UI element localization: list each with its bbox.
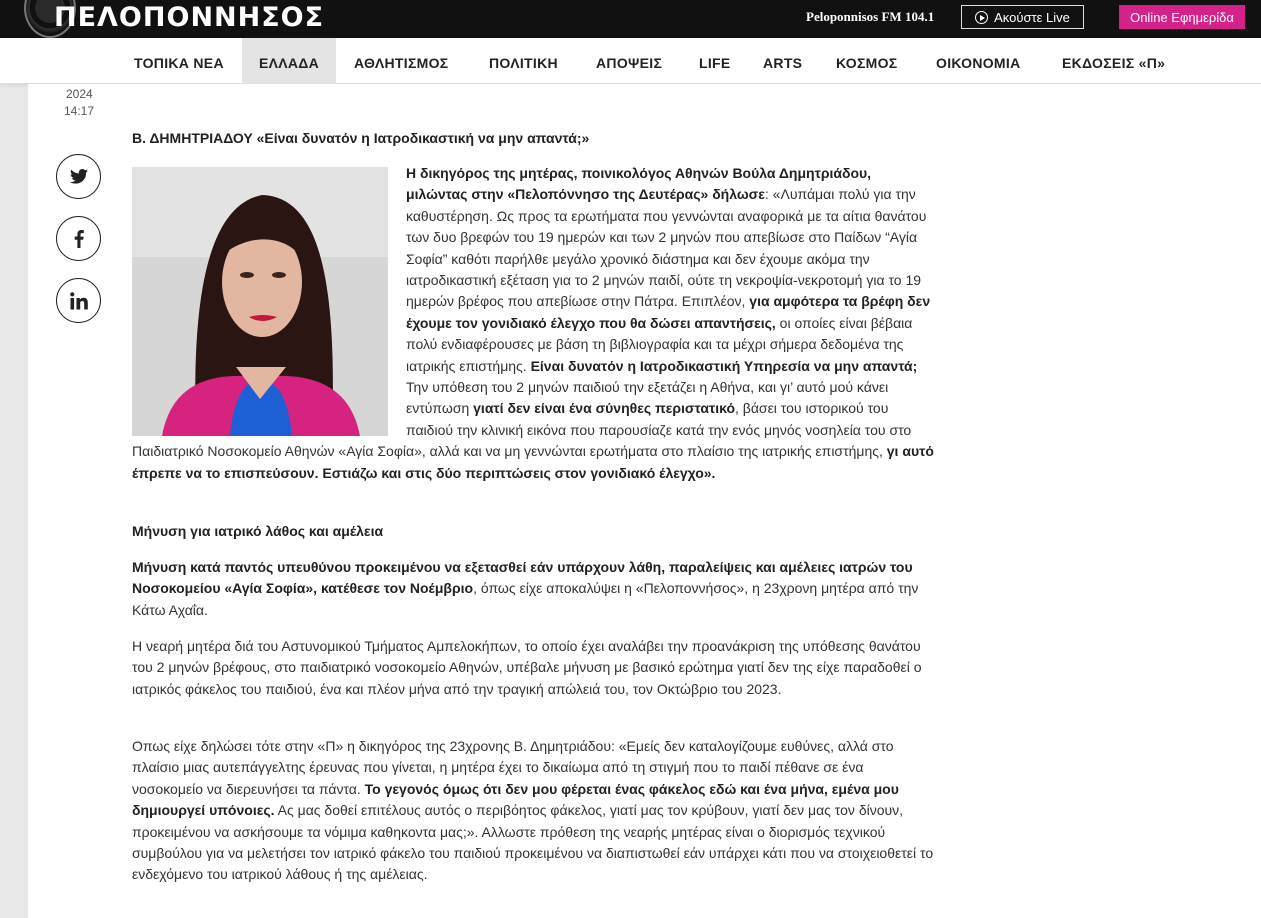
main-nav [0, 38, 1261, 84]
listen-live-label: Ακούστε Live [994, 9, 1070, 25]
lead-title: Β. ΔΗΜΗΤΡΙΑΔΟΥ «Είναι δυνατόν η Ιατροδικαστική να μην απαντά;» [132, 130, 590, 146]
p4-seg-0: Οπως είχε δηλώσει τότε στην «Π» η δικηγόρος της 23χρονης Β. Δημητριάδου: «Εμείς δεν καταλογίζουμε ευθύνες, αλλά στο πλαίσιο μιας αυτεπάγγελτης έρευνας που γίνεται, η μητέρα έχει το δικαίωμα από τη στιγμή που το παιδί πέθανε σε ένα νοσοκομείο να διερευνήσει τα πάντα. [132, 738, 894, 797]
publish-year: 2024 [66, 87, 93, 101]
top-bar [0, 0, 1261, 38]
nav-item-economy[interactable]: ΟΙΚΟΝΟΜΙΑ [936, 55, 1021, 71]
twitter-icon [70, 169, 88, 184]
nav-item-editions[interactable]: ΕΚΔΟΣΕΙΣ «Π» [1062, 55, 1166, 71]
listen-live-button[interactable] [961, 5, 1084, 29]
share-linkedin-button[interactable] [56, 278, 101, 323]
p4-seg-2: Ας μας δοθεί επιτέλους αυτός ο περιβόητος φάκελος, γιατί μας τον κρύβουν, γιατί δεν μας τον δίνουν, προκειμένου να ασκήσουμε τα νόμιμα καθηκοντα μας;». Αλλωστε πρόθεση της νεαρής μητέρας είναι ο διορισμός τεχνικού συμβούλου για να μελετήσει τον ιατρικό φάκελο του παιδιού προκειμένου να διαπιστωθεί εάν υπάρχει κάτι που να στοιχειοθετεί το ενδεχόμενο του ιατρικού λάθους ή της αμέλειας. [132, 802, 934, 883]
p2-seg-1: , όπως είχε αποκαλύψει η «Πελοποννήσος», η 23χρονη μητέρα από την Κάτω Αχαΐα. [132, 580, 919, 618]
paragraph-2 [132, 557, 935, 621]
p2-seg-0: Μήνυση κατά παντός υπευθύνου προκειμένου να εξετασθεί εάν υπάρχουν λάθη, παραλείψεις και αμέλειες ιατρών του Νοσοκομείου «Αγία Σοφία», κατέθεσε τον Νοέμβριο [132, 559, 913, 597]
paragraph-3 [132, 636, 935, 700]
section-subheading: Μήνυση για ιατρικό λάθος και αμέλεια [132, 523, 384, 539]
p1-seg-4: Είναι δυνατόν η Ιατροδικαστική Υπηρεσία να μην απαντά; [530, 357, 918, 374]
nav-item-life[interactable]: LIFE [699, 55, 731, 71]
nav-item-greece[interactable]: ΕΛΛΑΔΑ [242, 38, 336, 84]
share-twitter-button[interactable] [56, 154, 101, 199]
p1-seg-5: Την υπόθεση του 2 μηνών παιδιού την εξετάζει η Αθήνα, και γι’ αυτό μού κάνει εντύπωση [406, 379, 889, 417]
site-logo[interactable]: ΠΕΛΟΠΟΝΝΗΣΟΣ [54, 2, 325, 33]
p4-seg-1: Το γεγονός όμως ότι δεν μου φέρεται ένας φάκελος εδώ και ένα μήνα, εμένα μου δημιουργεί υπόνοιες. [132, 780, 899, 819]
paragraph-4 [132, 736, 935, 886]
nav-item-opinions[interactable]: ΑΠΟΨΕΙΣ [596, 55, 663, 71]
p1-seg-0: Η δικηγόρος της μητέρας, ποινικολόγος Αθηνών Βούλα Δημητριάδου, μιλώντας στην «Πελοπόννησο της Δευτέρας» δήλωσε [406, 165, 872, 203]
nav-item-arts[interactable]: ARTS [763, 55, 803, 71]
play-icon [975, 11, 988, 24]
nav-item-local-news[interactable]: ΤΟΠΙΚΑ ΝΕΑ [134, 55, 224, 71]
linkedin-icon [70, 292, 88, 310]
p3-seg-0: Η νεαρή μητέρα διά του Αστυνομικού Τμήματος Αμπελοκήπων, το οποίο έχει αναλάβει την προανάκριση της υπόθεσης θανάτου του 2 μηνών βρέφους, στο παιδιατρικό νοσοκομείο Αθηνών, υπέβαλε μήνυση με βασικό ερώτημα γιατί δεν της είχε παραδοθεί ο ιατρικός φάκελος του παιδιού, ένα και πλέον μήνα από την τραγική απώλειά του, τον Οκτώβριο του 2023. [132, 638, 922, 697]
p1-seg-3: οι οποίες είναι βέβαια πολύ ενδιαφέρουσες με βάση τη βιβλιογραφία και τα μέχρι σήμερα δεδομένα της ιατρικής επιστήμης. [406, 314, 913, 374]
p1-seg-2: για αμφότερα τα βρέφη δεν έχουμε τον γονιδιακό έλεγχο που θα δώσει απαντήσεις, [406, 293, 931, 331]
facebook-icon [74, 230, 84, 248]
publish-time: 14:17 [64, 104, 95, 118]
p1-seg-6: γιατί δεν είναι ένα σύνηθες περιστατικό [473, 400, 735, 417]
p1-seg-8: γι αυτό έπρεπε να το επισπεύσουν. Εστιάζω και στις δύο περιπτώσεις στον γονιδιακό έλεγχο». [132, 443, 934, 481]
nav-item-politics[interactable]: ΠΟΛΙΤΙΚΗ [489, 55, 558, 71]
nav-item-world[interactable]: ΚΟΣΜΟΣ [836, 55, 898, 71]
p1-seg-1: : «Λυπάμαι πολύ για την καθυστέρηση. Ως προς τα ερωτήματα που γεννώνται αναφορικά με τα αίτια θανάτου των δυο βρεφών του 19 ημερών και των 2 μηνών που απεβίωσε στο Παίδων “Αγία Σοφία” καθότι παρήλθε μεγάλο χρονικό διάστημα και δεν έχουμε ακόμα την ιατροδικαστική εξέταση για το 2 μηνών παιδί, ούτε τη νεκροψία-νεκροτομή για το 19 ημερών βρέφος που απεβίωσε στην Πάτρα. Επιπλέον, [406, 186, 927, 310]
paragraph-1 [132, 163, 935, 484]
radio-label[interactable]: Peloponnisos FM 104.1 [806, 9, 935, 24]
share-facebook-button[interactable] [56, 216, 101, 261]
nav-item-sports[interactable]: ΑΘΛΗΤΙΣΜΟΣ [354, 55, 449, 71]
online-newspaper-button[interactable]: Online Εφημερίδα [1119, 5, 1245, 29]
p1-seg-7: , βάσει του ιστορικού του παιδιού την κλινική εικόνα που παρουσίαζε κατά την ενός μηνός νοσηλεία του στο Παιδιατρικό Νοσοκομείο Αθηνών «Αγία Σοφία», αλλά και να μη γεννώνται ερωτήματα στο πλαίσιο της ιατρικής επιστήμης, [132, 400, 912, 460]
